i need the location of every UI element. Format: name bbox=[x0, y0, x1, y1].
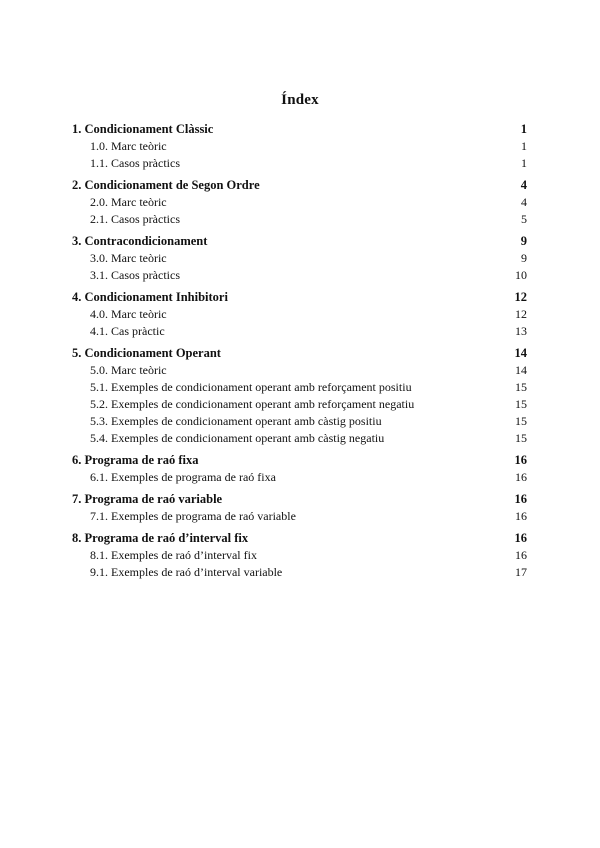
toc-section-entry[interactable] bbox=[72, 396, 527, 413]
toc-page-number: 15 bbox=[515, 397, 527, 411]
toc-section-title: 4.1. Cas pràctic bbox=[90, 324, 165, 338]
toc-chapter-title: 3. Contracondicionament bbox=[72, 234, 208, 248]
toc-chapter-entry[interactable] bbox=[72, 289, 527, 306]
page-title: Índex bbox=[281, 92, 319, 108]
toc-chapter bbox=[72, 177, 527, 228]
toc-chapter-title: 2. Condicionament de Segon Ordre bbox=[72, 178, 260, 192]
toc-page-number: 9 bbox=[520, 234, 527, 248]
toc-section-entry[interactable] bbox=[72, 547, 527, 564]
toc-page-number: 13 bbox=[515, 324, 527, 338]
toc-section-title: 5.0. Marc teòric bbox=[90, 363, 167, 377]
toc-section-entry[interactable] bbox=[72, 155, 527, 172]
toc-chapter-entry[interactable] bbox=[72, 452, 527, 469]
toc-page-number: 1 bbox=[521, 139, 527, 153]
toc-chapter-title: 1. Condicionament Clàssic bbox=[72, 122, 214, 136]
toc-chapter bbox=[72, 452, 527, 486]
toc-page-number: 17 bbox=[515, 565, 527, 579]
table-of-contents bbox=[72, 121, 527, 586]
toc-section-entry[interactable] bbox=[72, 508, 527, 525]
toc-section-title: 2.1. Casos pràctics bbox=[90, 212, 180, 226]
toc-page-number: 16 bbox=[515, 470, 527, 484]
toc-page-number: 14 bbox=[514, 346, 527, 360]
toc-page-number: 16 bbox=[514, 453, 527, 467]
toc-chapter-title: 5. Condicionament Operant bbox=[72, 346, 221, 360]
toc-chapter-entry[interactable] bbox=[72, 177, 527, 194]
toc-section-entry[interactable] bbox=[72, 194, 527, 211]
toc-section-title: 5.2. Exemples de condicionament operant amb reforçament negatiu bbox=[90, 397, 415, 411]
toc-section-title: 9.1. Exemples de raó d’interval variable bbox=[90, 565, 283, 579]
toc-page-number: 16 bbox=[515, 509, 527, 523]
toc-chapter bbox=[72, 530, 527, 581]
toc-section-title: 8.1. Exemples de raó d’interval fix bbox=[90, 548, 257, 562]
toc-page-number: 16 bbox=[514, 531, 527, 545]
toc-page-number: 16 bbox=[515, 548, 527, 562]
toc-page-number: 4 bbox=[520, 178, 527, 192]
toc-page-number: 14 bbox=[515, 363, 527, 377]
toc-page-number: 12 bbox=[515, 307, 527, 321]
toc-section-title: 1.1. Casos pràctics bbox=[90, 156, 180, 170]
toc-section-title: 5.3. Exemples de condicionament operant amb càstig positiu bbox=[90, 414, 382, 428]
toc-chapter-entry[interactable] bbox=[72, 233, 527, 250]
toc-section-title: 1.0. Marc teòric bbox=[90, 139, 167, 153]
toc-section-entry[interactable] bbox=[72, 430, 527, 447]
toc-page-number: 15 bbox=[515, 380, 527, 394]
toc-section-entry[interactable] bbox=[72, 306, 527, 323]
toc-chapter-entry[interactable] bbox=[72, 530, 527, 547]
toc-section-title: 2.0. Marc teòric bbox=[90, 195, 167, 209]
toc-chapter-entry[interactable] bbox=[72, 345, 527, 362]
toc-chapter-title: 4. Condicionament Inhibitori bbox=[72, 290, 228, 304]
toc-section-title: 3.1. Casos pràctics bbox=[90, 268, 180, 282]
toc-chapter bbox=[72, 345, 527, 447]
toc-section-entry[interactable] bbox=[72, 323, 527, 340]
toc-section-entry[interactable] bbox=[72, 211, 527, 228]
toc-page-number: 16 bbox=[514, 492, 527, 506]
toc-section-entry[interactable] bbox=[72, 469, 527, 486]
toc-section-entry[interactable] bbox=[72, 564, 527, 581]
toc-chapter bbox=[72, 121, 527, 172]
toc-section-title: 5.1. Exemples de condicionament operant amb reforçament positiu bbox=[90, 380, 412, 394]
toc-section-entry[interactable] bbox=[72, 362, 527, 379]
toc-section-entry[interactable] bbox=[72, 413, 527, 430]
toc-section-entry[interactable] bbox=[72, 250, 527, 267]
toc-section-title: 4.0. Marc teòric bbox=[90, 307, 167, 321]
toc-page-number: 1 bbox=[521, 156, 527, 170]
toc-section-title: 5.4. Exemples de condicionament operant amb càstig negatiu bbox=[90, 431, 385, 445]
toc-section-title: 7.1. Exemples de programa de raó variable bbox=[90, 509, 296, 523]
toc-page-number: 9 bbox=[521, 251, 527, 265]
toc-page-number: 12 bbox=[514, 290, 527, 304]
toc-page-number: 10 bbox=[515, 268, 527, 282]
toc-page-number: 4 bbox=[521, 195, 527, 209]
toc-section-entry[interactable] bbox=[72, 138, 527, 155]
toc-section-entry[interactable] bbox=[72, 379, 527, 396]
toc-section-title: 3.0. Marc teòric bbox=[90, 251, 167, 265]
toc-chapter-title: 7. Programa de raó variable bbox=[72, 492, 223, 506]
toc-section-title: 6.1. Exemples de programa de raó fixa bbox=[90, 470, 276, 484]
toc-page-number: 1 bbox=[520, 122, 527, 136]
toc-chapter-title: 6. Programa de raó fixa bbox=[72, 453, 199, 467]
toc-chapter bbox=[72, 233, 527, 284]
toc-section-entry[interactable] bbox=[72, 267, 527, 284]
toc-page-number: 15 bbox=[515, 431, 527, 445]
toc-chapter bbox=[72, 491, 527, 525]
toc-chapter-title: 8. Programa de raó d’interval fix bbox=[72, 531, 249, 545]
toc-chapter bbox=[72, 289, 527, 340]
toc-chapter-entry[interactable] bbox=[72, 121, 527, 138]
toc-page-number: 5 bbox=[521, 212, 527, 226]
toc-chapter-entry[interactable] bbox=[72, 491, 527, 508]
toc-page-number: 15 bbox=[515, 414, 527, 428]
